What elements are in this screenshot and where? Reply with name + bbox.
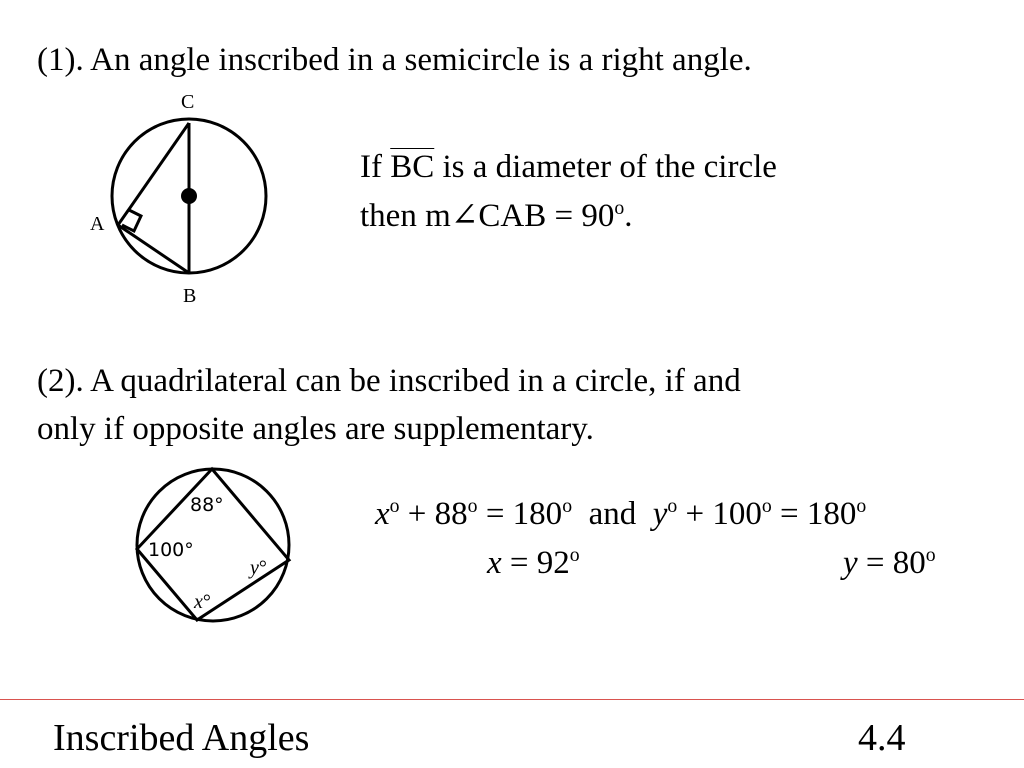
equation-y-result	[843, 546, 936, 580]
theorem1-statement: (1). An angle inscribed in a semicircle is a right angle.	[37, 42, 752, 78]
angle-symbol: ∠	[450, 197, 479, 234]
footer-divider	[0, 699, 1024, 700]
footer-section: 4.4	[858, 717, 906, 759]
y-deg: °	[258, 557, 267, 579]
x-deg: °	[202, 591, 211, 613]
eq-deg-5: o	[761, 495, 772, 517]
eq-x: x	[375, 495, 390, 532]
angle-y-label	[250, 558, 267, 578]
eq-180-a: = 180	[477, 495, 563, 532]
res-x: x	[487, 544, 502, 581]
eq-180-b: = 180	[771, 495, 857, 532]
eq-deg-2: o	[467, 495, 478, 517]
eq-plus-88: + 88	[399, 495, 468, 532]
segment-bc: $\overline{BC}$	[390, 149, 435, 185]
res-x-val: = 92	[501, 544, 570, 581]
angle-text: CAB = 90	[478, 197, 615, 234]
theorem1-then-line	[360, 199, 633, 233]
y-var: y	[250, 557, 259, 579]
circle-diagram-icon	[105, 115, 275, 290]
angle-x-label	[194, 592, 211, 612]
period: .	[624, 197, 633, 234]
label-b: B	[183, 285, 197, 307]
then-text: then m	[360, 197, 451, 234]
label-c: C	[181, 91, 195, 113]
center-point	[181, 188, 197, 204]
theorem2-statement-line1: (2). A quadrilateral can be inscribed in a circle, if and	[37, 363, 741, 399]
chord-ac	[118, 123, 189, 225]
degree-sup: o	[614, 197, 625, 219]
eq-deg-6: o	[856, 495, 867, 517]
eq-plus-100: + 100	[677, 495, 762, 532]
eq-deg-3: o	[562, 495, 573, 517]
if-word: If	[360, 149, 391, 185]
eq-y: y	[652, 495, 668, 532]
eq-and: and	[588, 495, 637, 532]
res-x-deg: o	[569, 544, 580, 566]
res-y: y	[843, 544, 858, 581]
eq-deg-1: o	[389, 495, 400, 517]
footer-title: Inscribed Angles	[53, 717, 310, 759]
res-y-val: = 80	[857, 544, 926, 581]
x-var: x	[194, 591, 203, 613]
theorem1-if-line	[360, 151, 777, 184]
is-diameter-text: is a diameter of the circle	[434, 149, 777, 185]
label-a: A	[90, 213, 105, 235]
theorem2-statement-line2: only if opposite angles are supplementary.	[37, 411, 594, 447]
angle-100-label: 100°	[148, 539, 194, 561]
angle-88-label: 88°	[190, 494, 224, 516]
eq-deg-4: o	[667, 495, 678, 517]
equation-x-result	[487, 546, 580, 580]
res-y-deg: o	[925, 544, 936, 566]
equation-line1	[375, 497, 866, 531]
